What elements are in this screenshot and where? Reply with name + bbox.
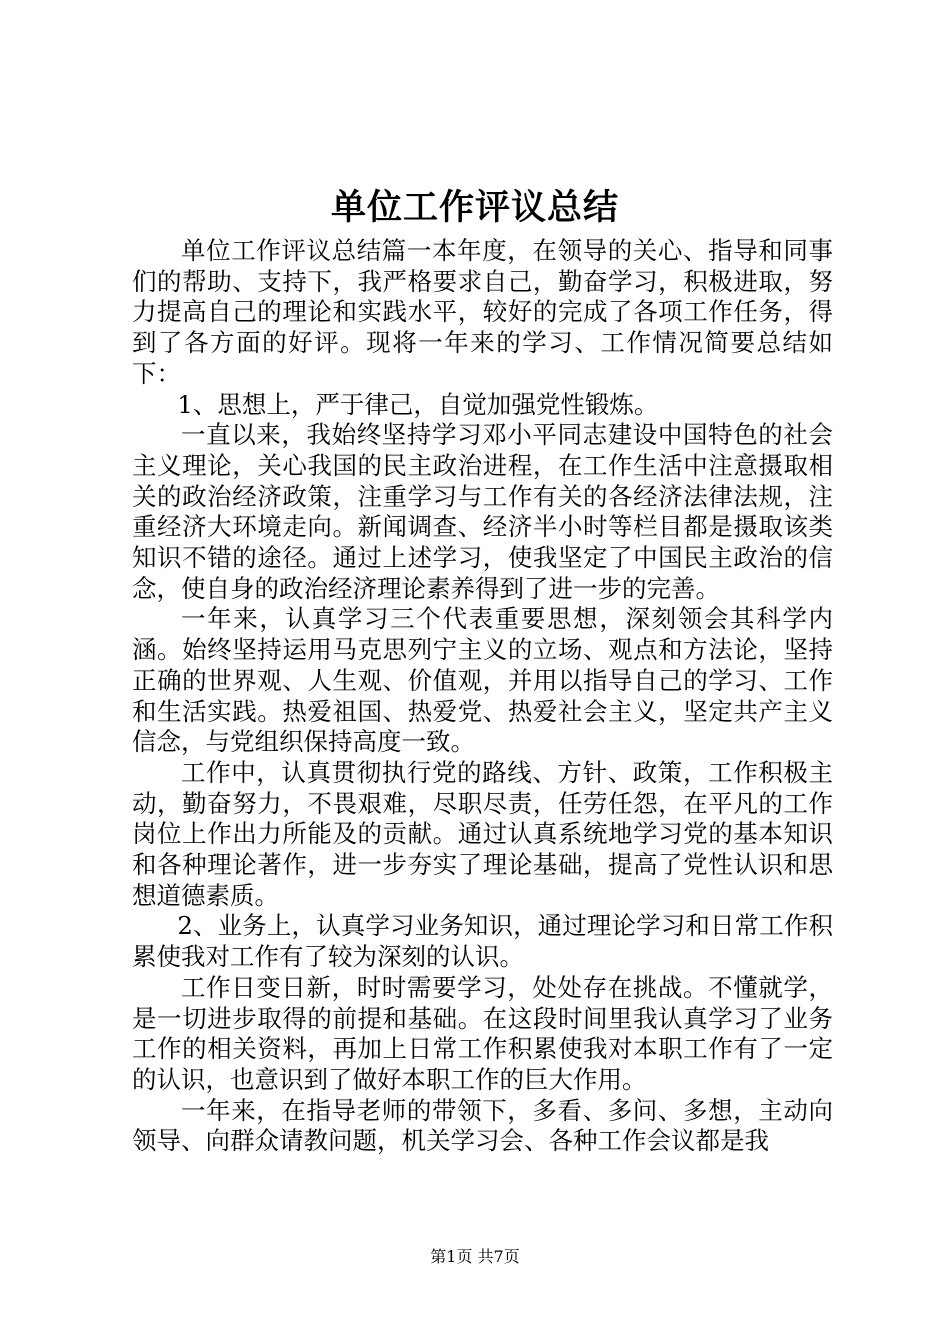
paragraph-intro: 单位工作评议总结篇一本年度，在领导的关心、指导和同事们的帮助、支持下，我严格要求自己，勤奋学习，积极进取，努力提高自己的理论和实践水平，较好的完成了各项工作任务，得到了各方面的好评。现将一年来的学习、工作情况简要总结如下：: [132, 236, 833, 388]
heading-item-2: 2、业务上，认真学习业务知识，通过理论学习和日常工作积累使我对工作有了较为深刻的认识。: [132, 911, 833, 972]
paragraph-three-represents: 一年来，认真学习三个代表重要思想，深刻领会其科学内涵。始终坚持运用马克思列宁主义的立场、观点和方法论，坚持正确的世界观、人生观、价值观，并用以指导自己的学习、工作和生活实践。热爱祖国、热爱党、热爱社会主义，坚定共产主义信念，与党组织保持高度一致。: [132, 604, 833, 757]
heading-item-1: 1、思想上，严于律己，自觉加强党性锻炼。: [177, 389, 659, 419]
paragraph-mentor: 一年来，在指导老师的带领下，多看、多问、多想，主动向领导、向群众请教问题，机关学习会、各种工作会议都是我: [132, 1095, 833, 1156]
page-footer: 第1页 共7页: [430, 1247, 520, 1266]
paragraph-theory-study: 一直以来，我始终坚持学习邓小平同志建设中国特色的社会主义理论，关心我国的民主政治进程，在工作生活中注意摄取相关的政治经济政策，注重学习与工作有关的各经济法律法规，注重经济大环境走向。新闻调查、经济半小时等栏目都是摄取该类知识不错的途径。通过上述学习，使我坚定了中国民主政治的信念，使自身的政治经济理论素养得到了进一步的完善。: [132, 420, 833, 603]
paragraph-work-attitude: 工作中，认真贯彻执行党的路线、方针、政策，工作积极主动，勤奋努力，不畏艰难，尽职尽责，任劳任怨，在平凡的工作岗位上作出力所能及的贡献。通过认真系统地学习党的基本知识和各种理论著作，进一步夯实了理论基础，提高了党性认识和思想道德素质。: [132, 757, 833, 910]
document-body: [132, 236, 833, 1157]
paragraph-daily-learning: 工作日变日新，时时需要学习，处处存在挑战。不懂就学，是一切进步取得的前提和基础。在这段时间里我认真学习了业务工作的相关资料，再加上日常工作积累使我对本职工作有了一定的认识，也意识到了做好本职工作的巨大作用。: [132, 972, 833, 1094]
document-title: 单位工作评议总结: [330, 187, 619, 228]
